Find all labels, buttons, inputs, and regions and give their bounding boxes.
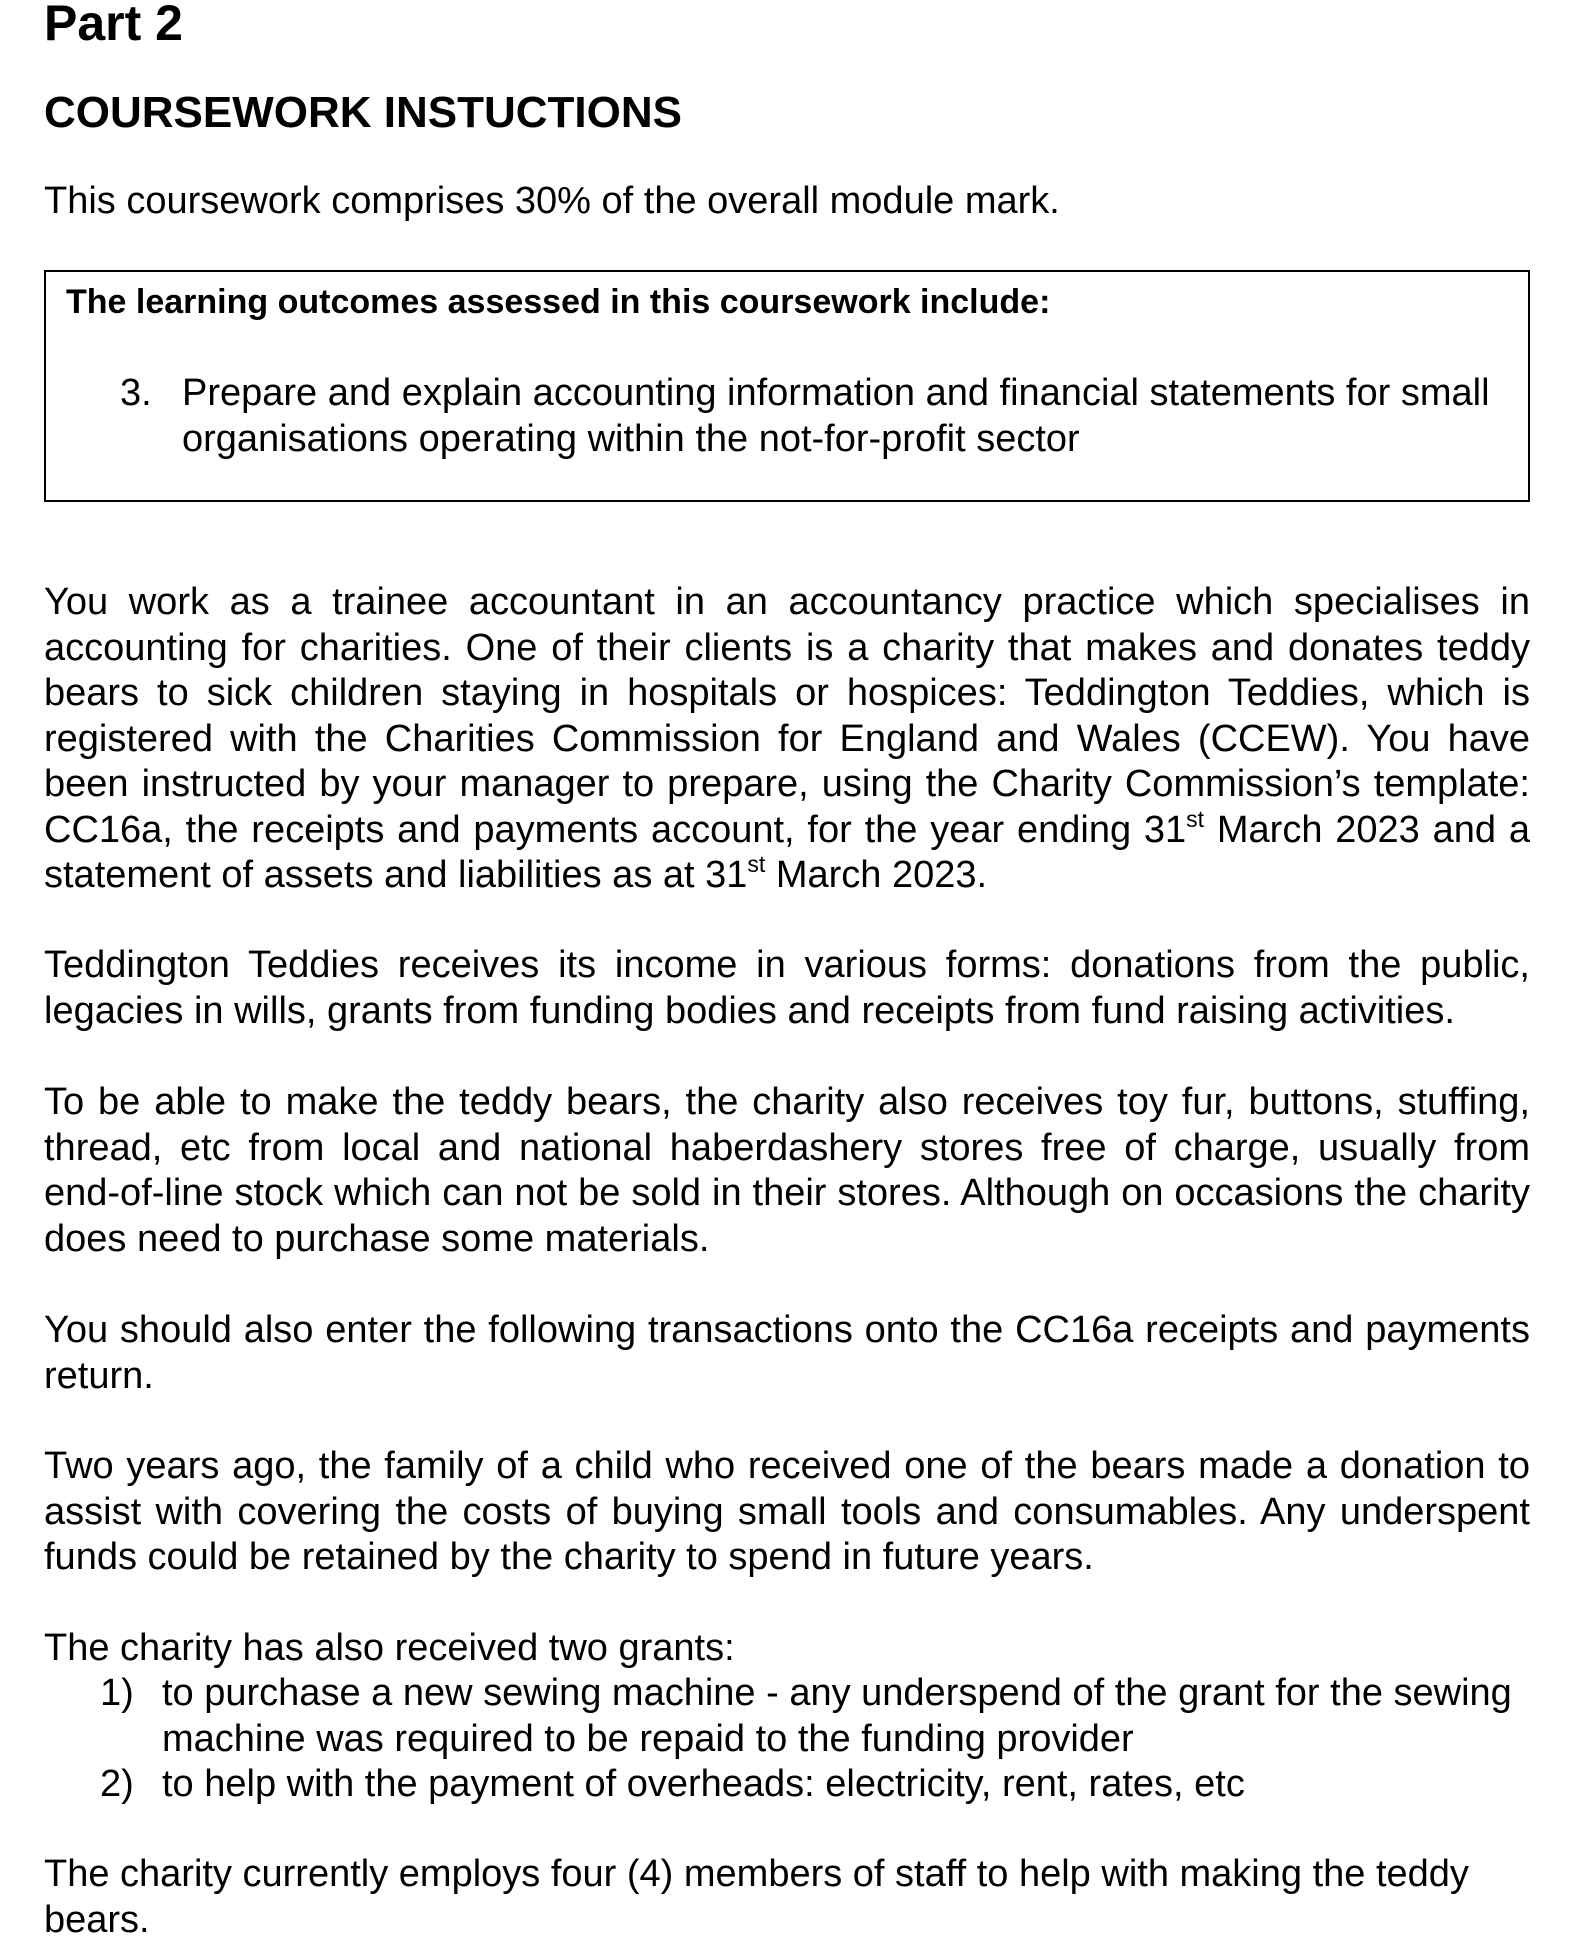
part-heading: Part 2 bbox=[44, 0, 183, 51]
superscript-st: st bbox=[747, 851, 766, 877]
scenario-paragraph bbox=[44, 580, 1530, 899]
list-item bbox=[44, 1671, 1530, 1762]
grants-list bbox=[44, 1671, 1530, 1808]
grant-number: 1) bbox=[100, 1672, 134, 1714]
grant-text: to help with the payment of overheads: electricity, rent, rates, etc bbox=[162, 1763, 1245, 1805]
list-item bbox=[44, 1762, 1530, 1808]
materials-paragraph: To be able to make the teddy bears, the charity also receives toy fur, buttons, stuffing, thread, etc from local and national haberdashery stores free of charge, usually from end-of-line stock which can not be sold in their stores. Although on occasions the charity does need to purchase some materials. bbox=[44, 1081, 1530, 1260]
superscript-st: st bbox=[1186, 805, 1205, 832]
transactions-paragraph: You should also enter the following transactions onto the CC16a receipts and payments return. bbox=[44, 1309, 1530, 1397]
learning-outcome-number: 3. bbox=[120, 372, 152, 414]
donation-paragraph: Two years ago, the family of a child who received one of the bears made a donation to assist with covering the costs of buying small tools and consumables. Any underspent funds could be retained by the charity to spend in future years. bbox=[44, 1445, 1530, 1578]
scenario-text-2: March 2023 and a statement of assets and liabilities as at 31 bbox=[44, 808, 1530, 896]
section-heading: COURSEWORK INSTUCTIONS bbox=[44, 88, 682, 137]
staff-paragraph: The charity currently employs four (4) members of staff to help with making the teddy bears. bbox=[44, 1853, 1469, 1941]
learning-outcome-text: Prepare and explain accounting information and financial statements for small organisations operating within the not-for-profit sector bbox=[182, 372, 1490, 460]
learning-outcomes-box bbox=[44, 270, 1530, 502]
grant-text: to purchase a new sewing machine - any underspend of the grant for the sewing machine was required to be repaid to the funding provider bbox=[162, 1672, 1512, 1760]
income-paragraph: Teddington Teddies receives its income in various forms: donations from the public, legacies in wills, grants from funding bodies and receipts from fund raising activities. bbox=[44, 944, 1530, 1032]
grant-number: 2) bbox=[100, 1763, 134, 1805]
scenario-text-1: You work as a trainee accountant in an accountancy practice which specialises in accounting for charities. One of their clients is a charity that makes and donates teddy bears to sick children staying in hospitals or hospices: Teddington Teddies, which is registered with the Charities Commission for England and Wales (CCEW). You have been instructed by your manager to prepare, using the Charity Commission’s template: CC16a, the receipts and payments account, for the year ending 31 bbox=[44, 581, 1530, 851]
scenario-text-3: March 2023. bbox=[765, 854, 988, 896]
learning-outcomes-title: The learning outcomes assessed in this coursework include: bbox=[66, 283, 1051, 321]
grants-intro: The charity has also received two grants: bbox=[44, 1627, 735, 1669]
intro-text: This coursework comprises 30% of the overall module mark. bbox=[44, 180, 1060, 222]
